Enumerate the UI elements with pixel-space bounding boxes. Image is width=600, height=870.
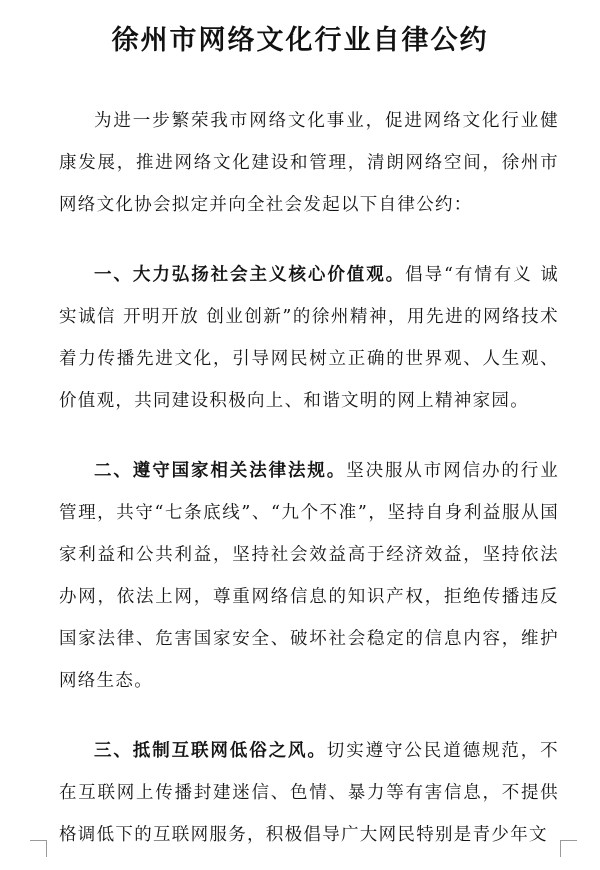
document-title: 徐州市网络文化行业自律公约 xyxy=(111,25,489,56)
margin-corner-mark-right xyxy=(560,840,577,857)
section-3-body: 切实遵守公民道德规范，不在互联网上传播封建迷信、色情、暴力等有害信息，不提供格调低下的互联网服务，积极倡导广大网民特别是青少年文 xyxy=(59,741,559,845)
section-1-body: 倡导“有情有义 诚实诚信 开明开放 创业创新”的徐州精神，用先进的网络技术着力传播先进文化，引导网民树立正确的世界观、人生观、价值观，共同建设积极向上、和谐文明的网上精神家园。 xyxy=(59,265,559,411)
section-3-heading: 三、抵制互联网低俗之风。 xyxy=(94,741,327,761)
section-2-body: 坚决服从市网信办的行业管理，共守“七条底线”、“九个不准”，坚持自身利益服从国家利益和公共利益，坚持社会效益高于经济效益，坚持依法办网，依法上网，尊重网络信息的知识产权，拒绝传播违反国家法律、危害国家安全、破坏社会稳定的信息内容，维护网络生态。 xyxy=(59,461,559,691)
intro-paragraph: 为进一步繁荣我市网络文化事业，促进网络文化行业健康发展，推进网络文化建设和管理，清朗网络空间，徐州市网络文化协会拟定并向全社会发起以下自律公约： xyxy=(59,111,559,215)
section-3-paragraph xyxy=(59,730,559,856)
section-1-paragraph xyxy=(59,254,559,422)
section-1-heading: 一、大力弘扬社会主义核心价值观。 xyxy=(94,265,406,285)
section-2-heading: 二、遵守国家相关法律法规。 xyxy=(94,461,347,481)
section-2-paragraph xyxy=(59,450,559,702)
margin-corner-mark-left xyxy=(30,840,47,857)
